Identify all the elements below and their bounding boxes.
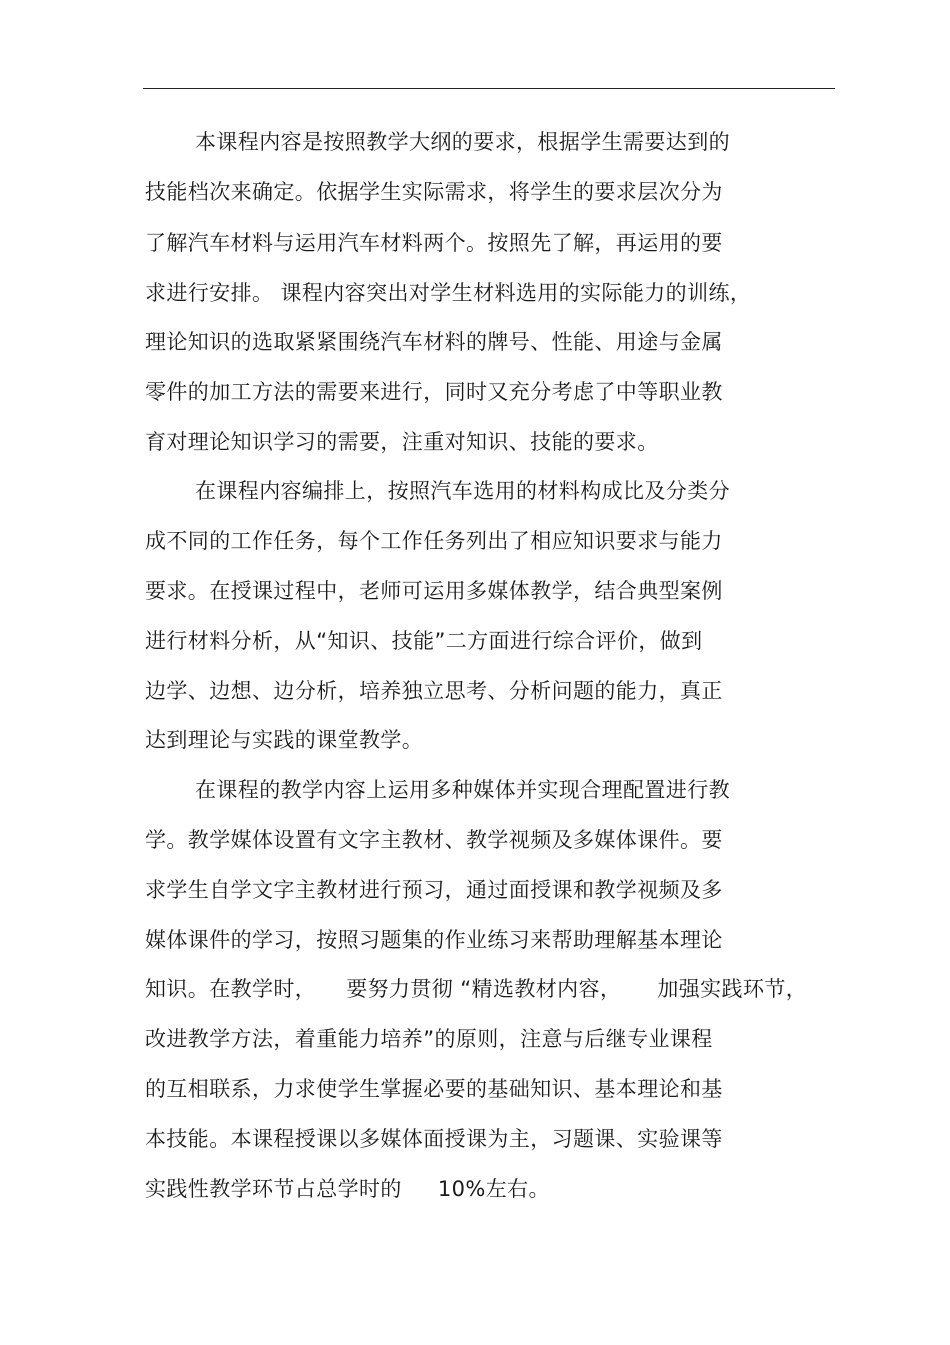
paragraph-1-line-1: 本课程内容是按照教学大纲的要求，根据学生需要达到的 xyxy=(195,130,730,154)
paragraph-2-line-1: 在课程内容编排上，按照汽车选用的材料构成比及分类分 xyxy=(195,479,730,503)
paragraph-3-line-1: 在课程的教学内容上运用多种媒体并实现合理配置进行教 xyxy=(195,778,730,802)
paragraph-3-line-6: 改进教学方法，着重能力培养”的原则，注意与后继专业课程 xyxy=(145,1027,713,1051)
paragraph-3-line-4: 媒体课件的学习，按照习题集的作业练习来帮助理解基本理论 xyxy=(145,928,723,952)
paragraph-2-line-6: 达到理论与实践的课堂教学。 xyxy=(145,728,424,752)
paragraph-2-line-2: 成不同的工作任务，每个工作任务列出了相应知识要求与能力 xyxy=(145,529,723,553)
paragraph-1-line-6: 零件的加工方法的需要来进行，同时又充分考虑了中等职业教 xyxy=(145,380,723,404)
paragraph-1-line-7: 育对理论知识学习的需要，注重对知识、技能的要求。 xyxy=(145,430,659,454)
paragraph-2-line-3: 要求。在授课过程中，老师可运用多媒体教学，结合典型案例 xyxy=(145,579,723,603)
paragraph-1-line-2: 技能档次来确定。依据学生实际需求，将学生的要求层次分为 xyxy=(145,180,723,204)
paragraph-3-line-5-part-b: 要努力贯彻 “精选教材内容， xyxy=(346,977,622,1001)
paragraph-3-line-5 xyxy=(145,975,807,1003)
last-line-before: 实践性教学环节占总学时的 xyxy=(145,1177,402,1201)
last-line-percent: 10% xyxy=(437,1177,486,1201)
paragraph-3-line-8: 本技能。本课程授课以多媒体面授课为主，习题课、实验课等 xyxy=(145,1127,723,1151)
last-line-after: 左右。 xyxy=(485,1177,550,1201)
paragraph-3-line-3: 求学生自学文字主教材进行预习，通过面授课和教学视频及多 xyxy=(145,878,723,902)
paragraph-1-line-5: 理论知识的选取紧紧围绕汽车材料的牌号、性能、用途与金属 xyxy=(145,330,723,354)
paragraph-3-line-2: 学。教学媒体设置有文字主教材、教学视频及多媒体课件。要 xyxy=(145,828,723,852)
paragraph-1-line-3: 了解汽车材料与运用汽车材料两个。按照先了解，再运用的要 xyxy=(145,231,723,255)
paragraph-2-line-5: 边学、边想、边分析，培养独立思考、分析问题的能力，真正 xyxy=(145,679,723,703)
paragraph-3-line-9 xyxy=(145,1175,550,1203)
paragraph-3-line-7: 的互相联系，力求使学生掌握必要的基础知识、基本理论和基 xyxy=(145,1077,723,1101)
paragraph-3-line-5-part-c: 加强实践环节， xyxy=(657,977,808,1001)
paragraph-1-line-4: 求进行安排。 课程内容突出对学生材料选用的实际能力的训练， xyxy=(145,281,752,305)
paragraph-2-line-4: 进行材料分析，从“知识、技能”二方面进行综合评价，做到 xyxy=(145,629,703,653)
paragraph-3-line-5-part-a: 知识。在教学时， xyxy=(145,977,317,1001)
